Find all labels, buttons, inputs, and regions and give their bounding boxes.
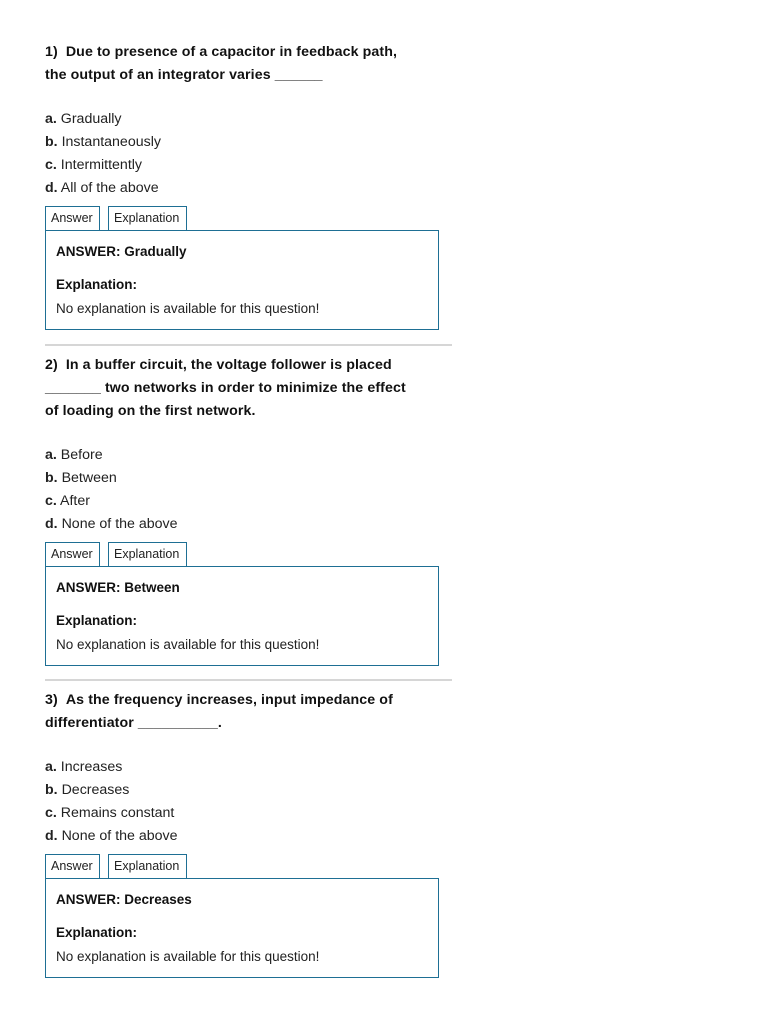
question-text: 2) In a buffer circuit, the voltage follower is placed _______ two networks in order to minimize the effect of loading on the first network.: [45, 357, 406, 419]
question-text: 3) As the frequency increases, input impedance of differentiator __________.: [45, 692, 393, 731]
explanation-heading: Explanation:: [56, 277, 138, 292]
answer-tabs: [45, 854, 455, 878]
option-d[interactable]: d. None of the above: [45, 516, 178, 532]
option-c[interactable]: c. Intermittently: [45, 157, 143, 173]
answer-tabs: [45, 542, 455, 566]
tab-explanation[interactable]: Explanation: [108, 542, 187, 566]
tab-explanation[interactable]: Explanation: [108, 854, 187, 878]
option-a[interactable]: a. Increases: [45, 759, 123, 775]
explanation-text: No explanation is available for this question!: [56, 301, 320, 316]
option-b[interactable]: b. Decreases: [45, 782, 130, 798]
option-d[interactable]: d. None of the above: [45, 828, 178, 844]
question-number: 2): [45, 357, 58, 373]
options-list: [45, 444, 455, 536]
explanation-heading: Explanation:: [56, 613, 138, 628]
answer-text: ANSWER: Gradually: [56, 244, 187, 259]
answer-box: [45, 566, 439, 666]
option-c[interactable]: c. After: [45, 493, 90, 509]
divider: [45, 344, 452, 346]
answer-tabs: [45, 206, 455, 230]
tab-answer[interactable]: Answer: [45, 854, 100, 878]
option-d[interactable]: d. All of the above: [45, 180, 159, 196]
option-a[interactable]: a. Before: [45, 447, 103, 463]
explanation-text: No explanation is available for this question!: [56, 949, 320, 964]
question-text: 1) Due to presence of a capacitor in feedback path, the output of an integrator varies ______: [45, 44, 398, 83]
answer-text: ANSWER: Decreases: [56, 892, 192, 907]
options-list: [45, 756, 455, 848]
answer-text: ANSWER: Between: [56, 580, 180, 595]
answer-box: [45, 878, 439, 978]
question-number: 1): [45, 44, 58, 60]
tab-explanation[interactable]: Explanation: [108, 206, 187, 230]
option-b[interactable]: b. Between: [45, 470, 117, 486]
explanation-text: No explanation is available for this question!: [56, 637, 320, 652]
question-2: [45, 354, 455, 666]
tab-answer[interactable]: Answer: [45, 206, 100, 230]
options-list: [45, 108, 455, 200]
question-3: [45, 689, 455, 978]
divider: [45, 679, 452, 681]
answer-box: [45, 230, 439, 330]
option-b[interactable]: b. Instantaneously: [45, 134, 161, 150]
question-number: 3): [45, 692, 58, 708]
explanation-heading: Explanation:: [56, 925, 138, 940]
tab-answer[interactable]: Answer: [45, 542, 100, 566]
question-1: [45, 41, 455, 330]
option-a[interactable]: a. Gradually: [45, 111, 122, 127]
option-c[interactable]: c. Remains constant: [45, 805, 175, 821]
